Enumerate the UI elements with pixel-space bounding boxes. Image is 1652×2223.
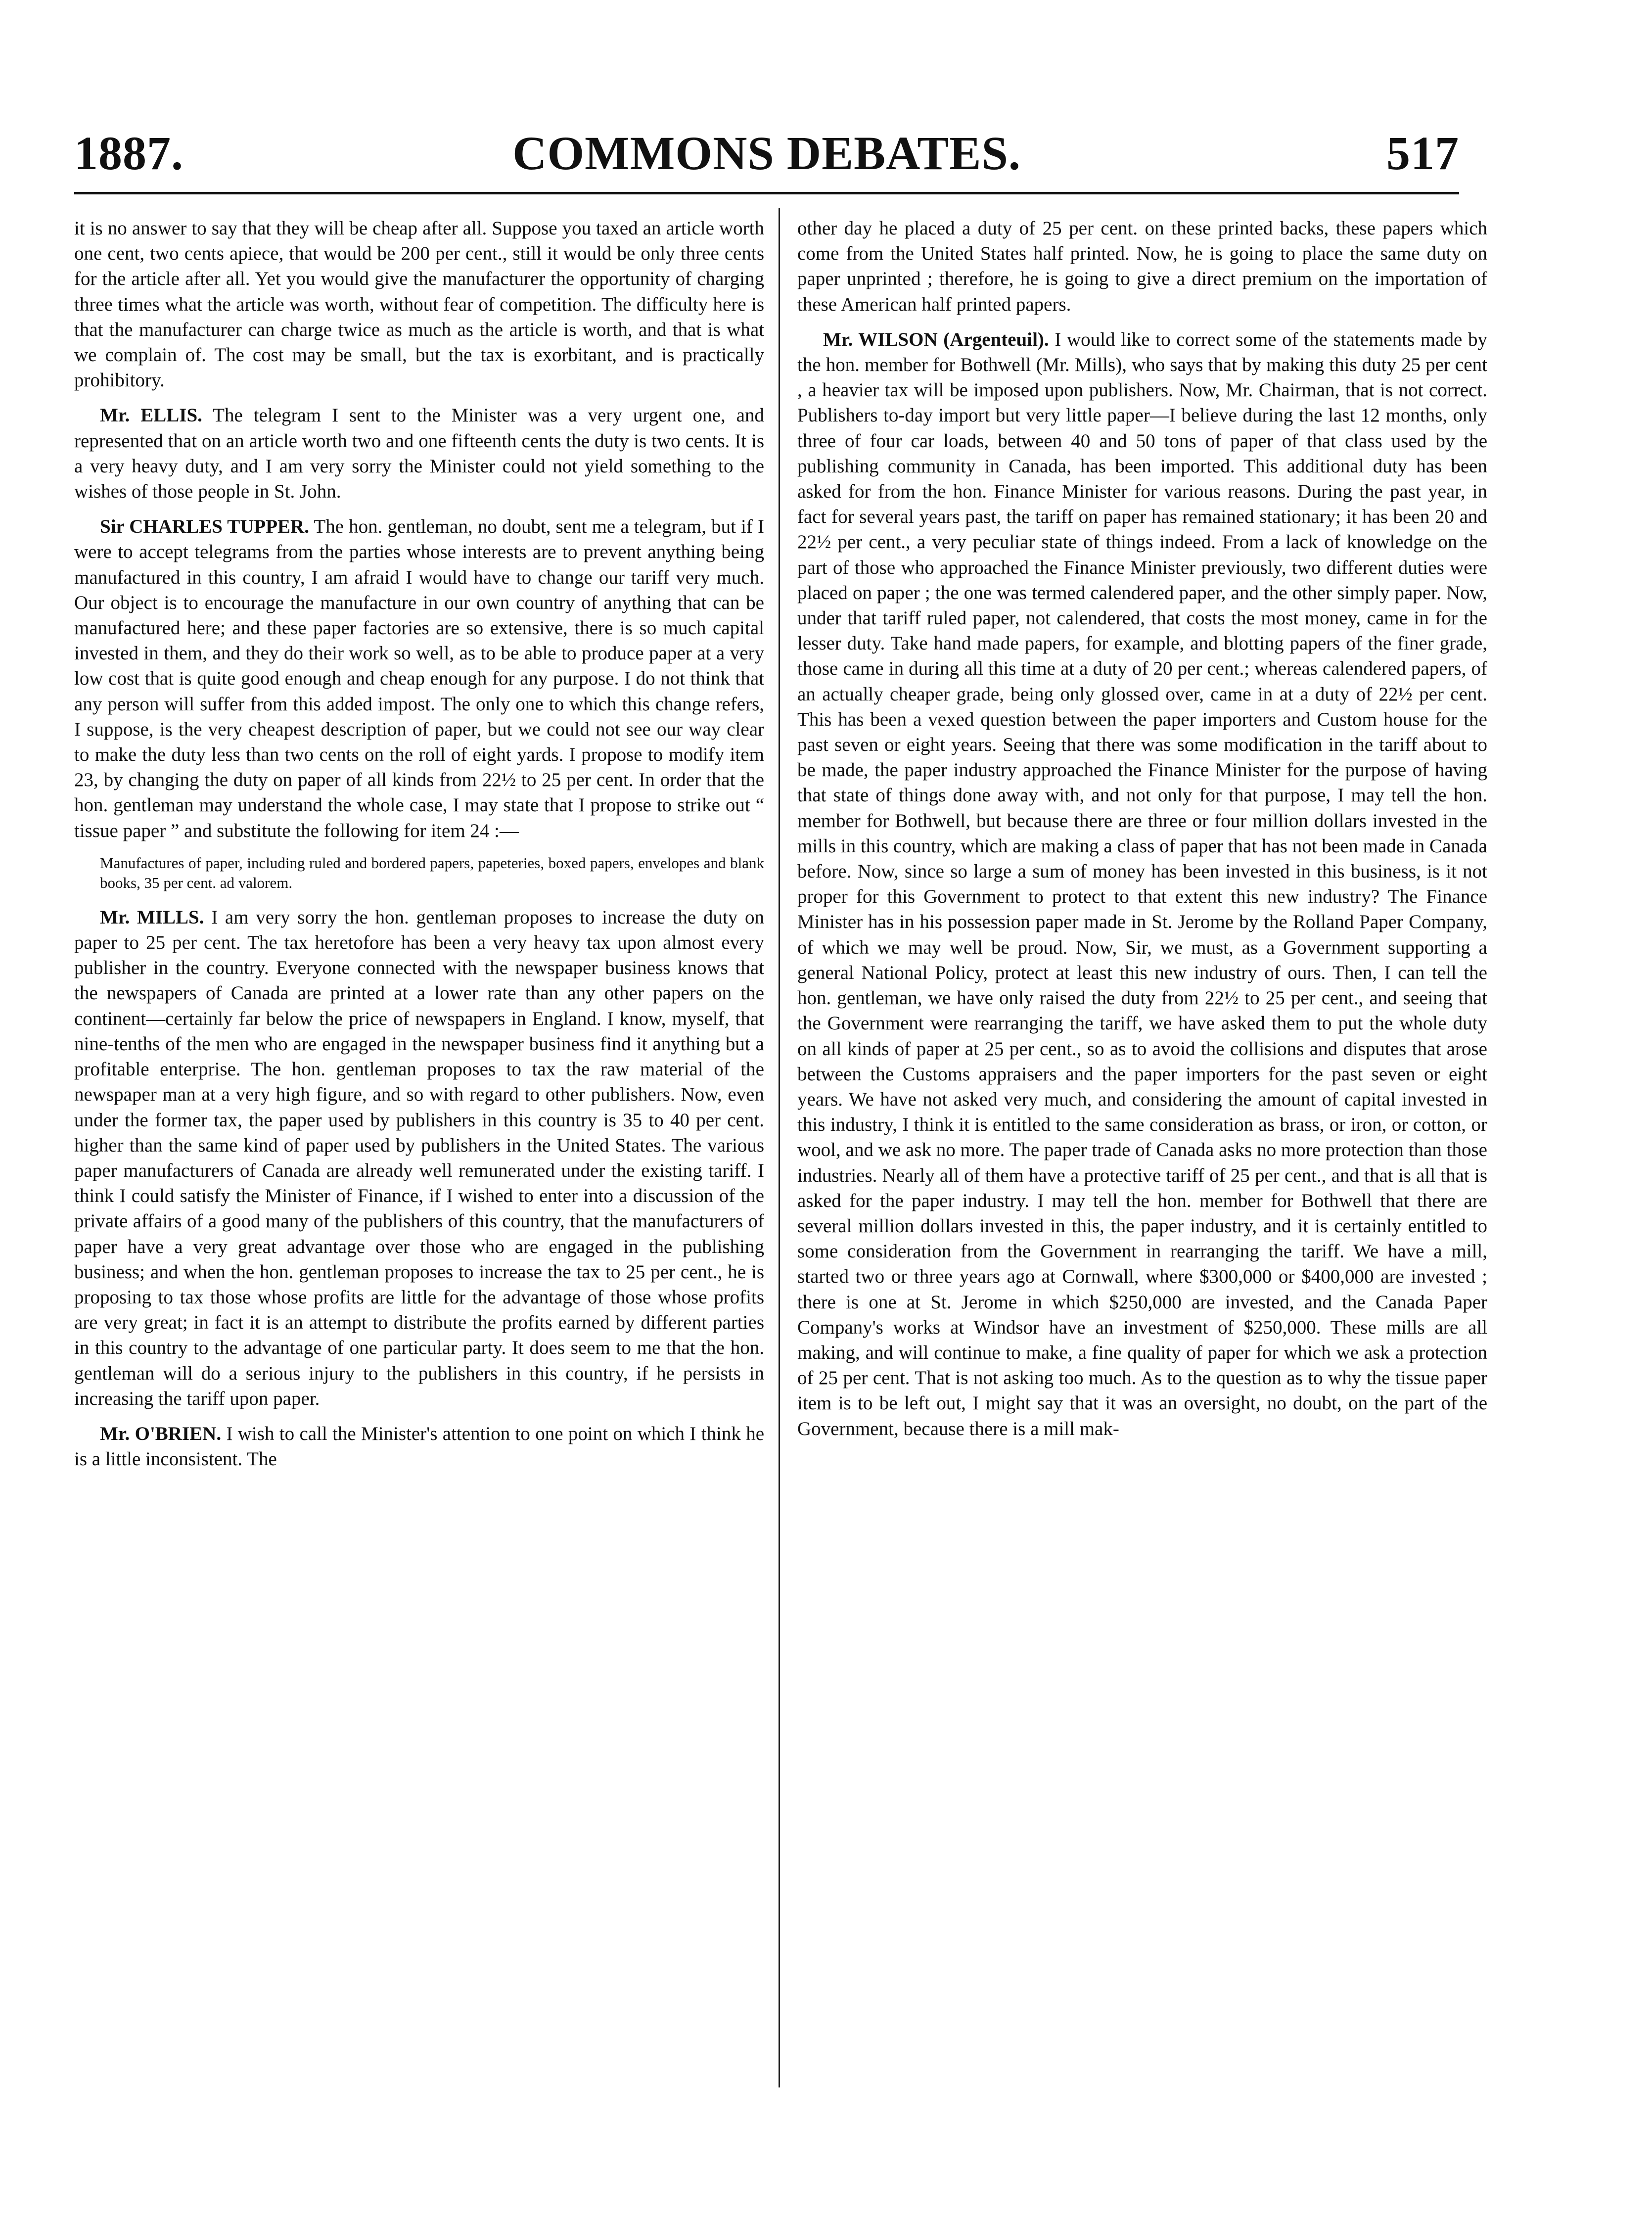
speech-paragraph <box>797 327 1487 1441</box>
header-rule <box>74 192 1459 194</box>
speech-paragraph <box>74 514 764 843</box>
speech-paragraph <box>74 1421 764 1472</box>
left-column <box>74 216 764 2076</box>
right-column <box>797 216 1487 2076</box>
paragraph-text: other day he placed a duty of 25 per cent. on these printed backs, these papers which come from the United States half printed. Now, he is going to place the same duty on paper unprinted ; therefore, he is going to give a direct premium on the importation of these American half printed papers. <box>797 218 1487 315</box>
paragraph <box>797 216 1487 317</box>
page-number: 517 <box>1386 127 1459 180</box>
speech-paragraph <box>74 403 764 504</box>
speaker-name: Sir CHARLES TUPPER. <box>100 516 309 538</box>
speaker-name: Mr. O'BRIEN. <box>100 1423 222 1444</box>
tariff-item-quote <box>74 853 764 893</box>
quote-text: Manufactures of paper, including ruled and bordered papers, papeteries, boxed papers, envelopes and blank books, 35 per cent. ad valorem. <box>100 854 764 891</box>
paragraph-text: it is no answer to say that they will be cheap after all. Suppose you taxed an article worth one cent, two cents apiece, that would be 200 per cent., still it would be only three cents for the article after all. Yet you would give the manufacturer the opportunity of charging three times what the article was worth, without fear of competition. The difficulty here is that the manufacturer can charge twice as much as the article is worth, and that is what we complain of. The cost may be small, but the tax is exorbitant, and is practically prohibitory. <box>74 218 764 391</box>
speech-paragraph <box>74 905 764 1411</box>
paragraph <box>74 216 764 393</box>
paragraph-text: The hon. gentleman, no doubt, sent me a telegram, but if I were to accept telegrams from the parties whose interests are to prevent anything being manufactured in this country, I am afraid I would have to change our tariff very much. Our object is to encourage the manufacture in our own country of anything that can be manufactured here; and these paper factories are so extensive, there is so much capital invested in them, and they do their work so well, as to be able to produce paper at a very low cost that is quite good enough and cheap enough for any purpose. I do not think that any person will suffer from this added impost. The only one to which this change refers, I suppose, is the very cheapest description of paper, but we could not see our way clear to make the duty less than two cents on the roll of eight yards. I propose to modify item 23, by changing the duty on paper of all kinds from 22½ to 25 per cent. In order that the hon. gentleman may understand the whole case, I may state that I propose to strike out “ tissue paper ” and substitute the following for item 24 :— <box>74 516 764 841</box>
page-header <box>74 124 1459 193</box>
speaker-name: Mr. WILSON (Argenteuil). <box>823 328 1049 350</box>
speaker-name: Mr. ELLIS. <box>100 405 202 426</box>
publication-title: COMMONS DEBATES. <box>512 127 1021 180</box>
paragraph-text: I wish to call the Minister's attention to one point on which I think he is a little inconsistent. The <box>74 1423 764 1470</box>
column-divider <box>779 208 780 2087</box>
header-year: 1887. <box>74 127 184 180</box>
paragraph-text: The telegram I sent to the Minister was a very urgent one, and represented that on an article worth two and one fifteenth cents the duty is two cents. It is a very heavy duty, and I am very sorry the Minister could not yield something to the wishes of those people in St. John. <box>74 405 764 503</box>
speaker-name: Mr. MILLS. <box>100 906 204 928</box>
paragraph-text: I would like to correct some of the statements made by the hon. member for Bothwell (Mr. Mills), who says that by making this duty 25 per cent , a heavier tax will be imposed upon publishers. Now, Mr. Chairman, that is not correct. Publishers to-day import but very little paper—I believe during the last 12 months, only three of four car loads, between 40 and 50 tons of paper of that class used by the publishing community in Canada, has been imported. This additional duty has been asked for from the hon. Finance Minister for various reasons. During the past year, in fact for several years past, the tariff on paper has remained stationary; it has been 20 and 22½ per cent., a very peculiar state of things indeed. From a lack of knowledge on the part of those who approached the Finance Minister previously, two different duties were placed on paper ; the one was termed calendered paper, and the other simply paper. Now, under that tariff ruled paper, not calendered, that costs the most money, came in for the lesser duty. Take hand made papers, for example, and blotting papers of the finer grade, those came in during all this time at a duty of 20 per cent.; whereas calendered papers, of an actually cheaper grade, being only glossed over, came in at a duty of 22½ per cent. This has been a vexed question between the paper importers and Custom house for the past seven or eight years. Seeing that there was some modification in the tariff about to be made, the paper industry approached the Finance Minister for the purpose of having that state of things done away with, and not only for that purpose, I may tell the hon. member for Bothwell, but because there are three or four million dollars invested in the mills in this country, which are making a class of paper that has not been made in Canada before. Now, since so large a sum of money has been invested in this business, is it not proper for this Government to protect to that extent this new industry? The Finance Minister has in his possession paper made in St. Jerome by the Rolland Paper Company, of which we may well be proud. Now, Sir, we must, as a Government supporting a general National Policy, protect at least this new industry of ours. Then, I can tell the hon. gentleman, we have only raised the duty from 22½ to 25 per cent., and seeing that the Government were rearranging the tariff, we have asked them to put the whole duty on all kinds of paper at 25 per cent., so as to avoid the collisions and disputes that arose between the Customs appraisers and the paper importers for the past seven or eight years. We have not asked very much, and considering the amount of capital invested in this industry, I think it is entitled to the same consideration as brass, or iron, or cotton, or wool, and we ask no more. The paper trade of Canada asks no more protection than those industries. Nearly all of them have a protective tariff of 25 per cent., and that is all that is asked for the paper industry. I may tell the hon. member for Bothwell that there are several million dollars invested in this, the paper industry, and it is certainly entitled to some consideration from the Government in rearranging the tariff. We have a mill, started two or three years ago at Cornwall, where $300,000 or $400,000 are invested ; there is one at St. Jerome in which $250,000 are invested, and the Canada Paper Company's works at Windsor have an investment of $250,000. These mills are all making, and will continue to make, a fine quality of paper for which we ask a protection of 25 per cent. That is not asking too much. As to the question as to why the tissue paper item is to be left out, I might say that it was an oversight, no doubt, on the part of the Government, because there is a mill mak- <box>797 328 1487 1439</box>
paragraph-text: I am very sorry the hon. gentleman proposes to increase the duty on paper to 25 per cent. The tax heretofore has been a very heavy tax upon almost every publisher in the country. Everyone connected with the newspaper business knows that the newspapers of Canada are printed at a lower rate than any other papers on the continent—certainly far below the price of newspapers in England. I know, myself, that nine-tenths of the men who are engaged in the newspaper business find it anything but a profitable enterprise. The hon. gentleman proposes to tax the raw material of the newspaper man at a very high figure, and so with regard to other publishers. Now, even under the former tax, the paper used by publishers in this country is 35 to 40 per cent. higher than the same kind of paper used by publishers in the United States. The various paper manufacturers of Canada are already well remunerated under the existing tariff. I think I could satisfy the Minister of Finance, if I wished to enter into a discussion of the private affairs of a good many of the publishers of this country, that the manufacturers of paper have a very great advantage over those who are engaged in the publishing business; and when the hon. gentleman proposes to increase the tax to 25 per cent., he is proposing to tax those whose profits are little for the advantage of those whose profits are very great; in fact it is an attempt to distribute the profits earned by different parties in this country to the advantage of one particular party. It does seem to me that the hon. gentleman will do a serious injury to the publishers in this country, if he persists in increasing the tariff upon paper. <box>74 906 764 1409</box>
